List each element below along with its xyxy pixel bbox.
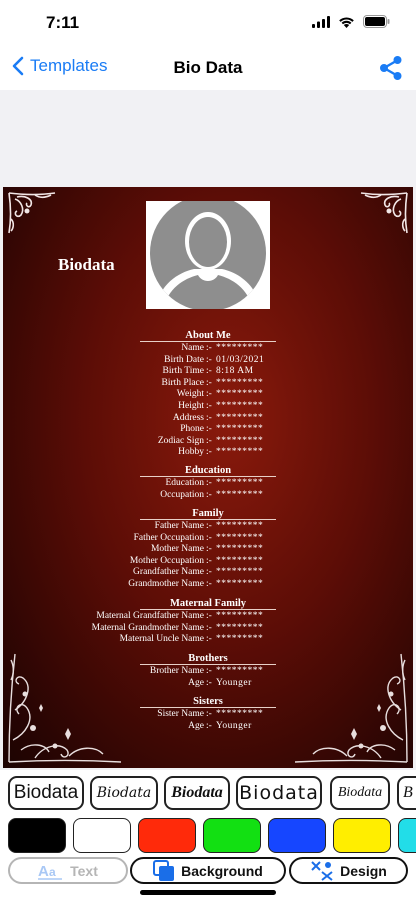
detail-separator: :- — [206, 634, 212, 645]
detail-value: ********* — [216, 709, 264, 719]
detail-label: Mother Occupation — [129, 555, 204, 566]
section-divider — [140, 341, 276, 342]
detail-label: Phone — [180, 424, 204, 435]
detail-separator: :- — [206, 709, 212, 719]
detail-row — [3, 401, 413, 413]
status-bar — [0, 0, 416, 46]
detail-separator: :- — [206, 720, 212, 731]
font-option-label: Biodata — [239, 782, 319, 804]
detail-label: Maternal Grandmother Name — [91, 622, 204, 633]
detail-row — [3, 436, 413, 448]
corner-ornament-top-left-icon — [7, 191, 57, 235]
color-picker — [0, 816, 416, 856]
section-education — [3, 465, 413, 501]
detail-value: ********* — [216, 389, 264, 400]
color-swatch[interactable] — [138, 818, 196, 853]
color-swatch[interactable] — [8, 818, 66, 853]
wifi-icon — [338, 16, 355, 28]
detail-value: ********* — [216, 532, 264, 543]
detail-separator: :- — [206, 377, 212, 388]
detail-separator: :- — [206, 424, 212, 435]
detail-value: ********* — [216, 343, 264, 353]
detail-label: Address — [172, 412, 204, 423]
biodata-card[interactable] — [3, 187, 413, 768]
detail-label: Brother Name — [149, 666, 204, 676]
font-option-brush[interactable] — [164, 776, 230, 810]
detail-separator: :- — [206, 389, 212, 400]
detail-value: ********* — [216, 666, 264, 676]
tab-text[interactable] — [8, 857, 128, 884]
tab-text-label: Text — [70, 862, 98, 879]
section-maternal-family — [3, 598, 413, 646]
detail-label: Birth Date — [164, 354, 204, 365]
detail-row — [3, 567, 413, 579]
detail-row — [3, 521, 413, 533]
detail-separator: :- — [206, 489, 212, 500]
section-divider — [140, 476, 276, 477]
font-option-script[interactable] — [90, 776, 158, 810]
detail-separator: :- — [206, 544, 212, 555]
detail-row — [3, 413, 413, 425]
tab-background-label: Background — [181, 862, 263, 879]
detail-value: ********* — [216, 377, 264, 388]
tab-design[interactable] — [289, 857, 408, 884]
tab-background[interactable] — [130, 857, 286, 884]
color-swatch[interactable] — [398, 818, 416, 853]
detail-label: Height — [178, 400, 204, 411]
section-divider — [140, 664, 276, 665]
detail-value: ********* — [216, 412, 264, 423]
font-style-picker — [0, 772, 416, 816]
detail-row — [3, 666, 413, 678]
detail-separator: :- — [206, 412, 212, 423]
detail-label: Grandfather Name — [133, 567, 204, 578]
detail-separator: :- — [206, 343, 212, 353]
detail-separator: :- — [206, 622, 212, 633]
detail-separator: :- — [206, 400, 212, 411]
background-icon — [153, 860, 175, 882]
battery-icon — [363, 15, 390, 28]
detail-row — [3, 611, 413, 623]
detail-value: ********* — [216, 478, 264, 488]
text-format-icon — [38, 861, 64, 881]
detail-row — [3, 623, 413, 635]
signal-icon — [312, 16, 330, 28]
section-heading: Maternal Family — [169, 598, 247, 609]
detail-row — [3, 490, 413, 502]
section-sisters — [3, 696, 413, 732]
font-option-label: Biodata — [171, 784, 223, 801]
font-option-plain[interactable] — [8, 776, 84, 810]
font-option-label: B — [403, 784, 413, 801]
detail-separator: :- — [206, 666, 212, 676]
navigation-bar — [0, 46, 416, 90]
back-button[interactable] — [12, 56, 107, 76]
status-icons — [312, 15, 390, 28]
detail-separator: :- — [206, 354, 212, 365]
detail-value: ********* — [216, 611, 264, 621]
detail-label: Father Occupation — [133, 532, 204, 543]
avatar-placeholder-icon — [146, 201, 270, 309]
detail-separator: :- — [206, 532, 212, 543]
detail-label: Name — [181, 343, 204, 353]
detail-label: Age — [188, 720, 204, 731]
section-brothers — [3, 653, 413, 689]
svg-text:a: a — [49, 864, 56, 879]
share-icon[interactable] — [378, 55, 404, 81]
profile-photo[interactable] — [146, 201, 270, 309]
detail-label: Maternal Grandfather Name — [96, 611, 204, 621]
detail-row — [3, 678, 413, 690]
section-heading: Family — [192, 508, 224, 519]
font-option-label: Biodata — [13, 782, 79, 803]
detail-row — [3, 424, 413, 436]
detail-label: Maternal Uncle Name — [119, 634, 204, 645]
chevron-left-icon — [12, 56, 24, 76]
back-label: Templates — [30, 56, 108, 75]
detail-separator: :- — [206, 567, 212, 578]
svg-text:A: A — [38, 862, 49, 880]
detail-separator: :- — [206, 578, 212, 589]
detail-separator: :- — [206, 611, 212, 621]
detail-value: ********* — [216, 424, 264, 435]
font-option-calligraphy[interactable] — [330, 776, 390, 810]
section-family — [3, 508, 413, 591]
detail-separator: :- — [206, 447, 212, 458]
color-swatch[interactable] — [268, 818, 326, 853]
section-about-me — [3, 330, 413, 459]
detail-label: Birth Time — [162, 366, 204, 377]
font-option-thin[interactable] — [236, 776, 322, 810]
detail-label: Age — [188, 677, 204, 688]
detail-value: ********* — [216, 578, 264, 589]
detail-value: Younger — [216, 677, 252, 688]
detail-label: Weight — [176, 389, 204, 400]
detail-row — [3, 556, 413, 568]
font-option-partial[interactable] — [397, 776, 416, 810]
detail-label: Occupation — [160, 489, 204, 500]
detail-label: Hobby — [178, 447, 204, 458]
corner-ornament-top-right-icon — [359, 191, 409, 235]
design-icon — [310, 860, 334, 882]
detail-value: ********* — [216, 555, 264, 566]
section-divider — [140, 707, 276, 708]
status-time: 7:11 — [46, 13, 80, 32]
detail-value: ********* — [216, 544, 264, 555]
biodata-title: Biodata — [58, 255, 115, 274]
section-heading: Education — [184, 465, 232, 476]
detail-row — [3, 579, 413, 591]
detail-row — [3, 366, 413, 378]
color-swatch[interactable] — [73, 818, 131, 853]
detail-row — [3, 355, 413, 367]
detail-value: ********* — [216, 634, 264, 645]
detail-value: Younger — [216, 720, 252, 731]
detail-separator: :- — [206, 677, 212, 688]
detail-label: Zodiac Sign — [157, 435, 204, 446]
detail-row — [3, 721, 413, 733]
tab-design-label: Design — [340, 862, 387, 879]
font-option-label: Biodata — [337, 785, 383, 800]
detail-row — [3, 634, 413, 646]
detail-value: ********* — [216, 400, 264, 411]
detail-value: ********* — [216, 567, 264, 578]
detail-row — [3, 544, 413, 556]
detail-label: Birth Place — [161, 377, 204, 388]
detail-value: ********* — [216, 622, 264, 633]
detail-label: Grandmother Name — [128, 578, 204, 589]
section-divider — [140, 519, 276, 520]
font-option-label: Biodata — [96, 785, 152, 801]
section-heading: Brothers — [188, 653, 228, 664]
detail-row — [3, 533, 413, 545]
section-heading: Sisters — [193, 696, 223, 707]
detail-row — [3, 709, 413, 721]
detail-value: ********* — [216, 521, 264, 531]
color-swatch[interactable] — [333, 818, 391, 853]
detail-separator: :- — [206, 435, 212, 446]
editor-tab-bar — [0, 856, 416, 886]
detail-label: Father Name — [154, 521, 204, 531]
color-swatch[interactable] — [203, 818, 261, 853]
detail-row — [3, 343, 413, 355]
detail-value: 8:18 AM — [216, 366, 254, 377]
detail-label: Education — [165, 478, 204, 488]
detail-separator: :- — [206, 478, 212, 488]
detail-row — [3, 389, 413, 401]
detail-separator: :- — [206, 366, 212, 377]
detail-value: ********* — [216, 489, 264, 500]
detail-row — [3, 447, 413, 459]
home-indicator — [140, 890, 276, 895]
section-divider — [140, 609, 276, 610]
detail-value: ********* — [216, 447, 264, 458]
detail-separator: :- — [206, 555, 212, 566]
detail-label: Sister Name — [157, 709, 204, 719]
detail-separator: :- — [206, 521, 212, 531]
detail-row — [3, 478, 413, 490]
detail-label: Mother Name — [150, 544, 204, 555]
detail-row — [3, 378, 413, 390]
page-title: Bio Data — [173, 58, 243, 77]
section-heading: About Me — [185, 330, 231, 341]
detail-value: 01/03/2021 — [216, 354, 265, 365]
detail-value: ********* — [216, 435, 264, 446]
